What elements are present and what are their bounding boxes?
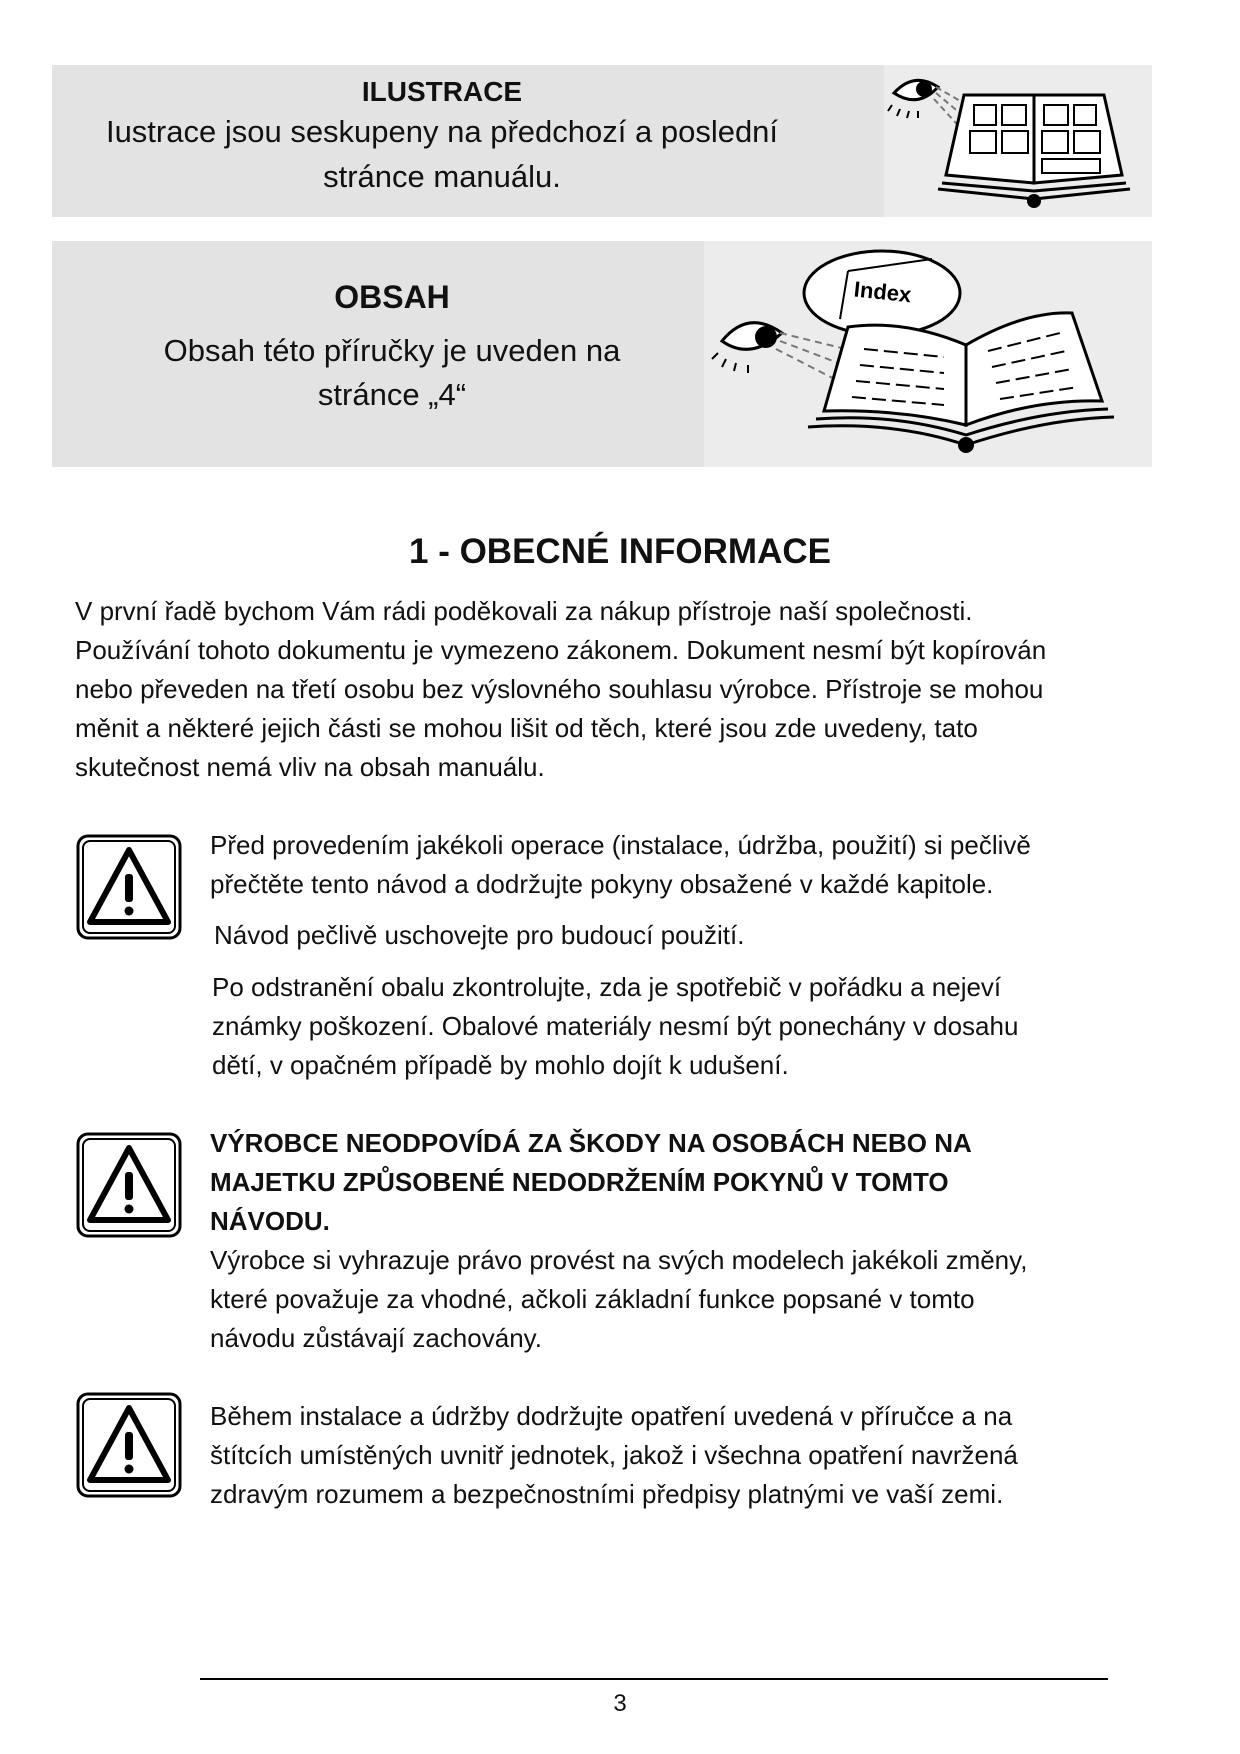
index-label: Index bbox=[852, 276, 913, 308]
warning-1-paragraph-2: Návod pečlivě uschovejte pro budoucí použití. bbox=[214, 920, 745, 950]
illustrations-title: ILUSTRACE bbox=[361, 76, 523, 107]
warning-line: dětí, v opačném případě by mohlo dojít k udušení. bbox=[212, 1050, 789, 1080]
illustrations-text bbox=[92, 75, 792, 199]
warning-line: zdravým rozumem a bezpečnostními předpisy platnými ve vaší zemi. bbox=[210, 1479, 1004, 1509]
section-title: 1 - OBECNÉ INFORMACE bbox=[409, 532, 831, 571]
warning-line: Po odstranění obalu zkontrolujte, zda je spotřebič v pořádku a nejeví bbox=[212, 972, 1002, 1002]
book-eye-icon bbox=[884, 65, 1152, 217]
index-book-illustration bbox=[704, 241, 1152, 467]
intro-line: nebo převeden na třetí osobu bez výslovného souhlasu výrobce. Přístroje se mohou bbox=[75, 674, 1044, 704]
intro-paragraph bbox=[75, 592, 1185, 787]
warning-line: známky poškození. Obalové materiály nesmí být ponechány v dosahu bbox=[212, 1011, 1019, 1041]
intro-line: V první řadě bychom Vám rádi poděkovali za nákup přístroje naší společnosti. bbox=[75, 596, 973, 626]
illustrations-box bbox=[52, 65, 1152, 217]
contents-box bbox=[52, 241, 1152, 467]
warning-1-paragraph-1 bbox=[210, 826, 1170, 904]
warning-line: NÁVODU. bbox=[210, 1206, 330, 1236]
warning-line: Výrobce si vyhrazuje právo provést na svých modelech jakékoli změny, bbox=[210, 1245, 1028, 1275]
page-number: 3 bbox=[613, 1690, 627, 1717]
contents-body: Obsah této příručky je uveden na stránce „4“ bbox=[163, 333, 621, 412]
warning-line: MAJETKU ZPŮSOBENÉ NEDODRŽENÍM POKYNŮ V TOMTO bbox=[210, 1167, 949, 1197]
warning-2-paragraph bbox=[210, 1241, 1170, 1358]
contents-text bbox=[92, 277, 692, 417]
warning-icon bbox=[76, 834, 182, 940]
book-eye-illustration bbox=[884, 65, 1152, 217]
footer-divider bbox=[200, 1678, 1108, 1680]
warning-line: Před provedením jakékoli operace (instalace, údržba, použití) si pečlivě bbox=[210, 830, 1031, 860]
warning-3-paragraph bbox=[210, 1397, 1170, 1514]
intro-line: měnit a některé jejich části se mohou lišit od těch, které jsou zde uvedeny, tato bbox=[75, 713, 978, 743]
warning-icon bbox=[76, 1392, 182, 1498]
intro-line: Používání tohoto dokumentu je vymezeno zákonem. Dokument nesmí být kopírován bbox=[75, 635, 1047, 665]
warning-1-paragraph-3 bbox=[212, 968, 1172, 1085]
warning-line: které považuje za vhodné, ačkoli základní funkce popsané v tomto bbox=[210, 1284, 975, 1314]
intro-line: skutečnost nemá vliv na obsah manuálu. bbox=[75, 752, 545, 782]
contents-title: OBSAH bbox=[334, 279, 450, 315]
warning-line: přečtěte tento návod a dodržujte pokyny obsažené v každé kapitole. bbox=[210, 869, 994, 899]
warning-2-disclaimer bbox=[210, 1124, 1170, 1241]
warning-icon bbox=[76, 1132, 182, 1238]
warning-line: VÝROBCE NEODPOVÍDÁ ZA ŠKODY NA OSOBÁCH NEBO NA bbox=[210, 1128, 972, 1158]
warning-line: štítcích umístěných uvnitř jednotek, jakož i všechna opatření navržená bbox=[210, 1440, 1018, 1470]
index-book-icon bbox=[704, 241, 1152, 467]
warning-line: návodu zůstávají zachovány. bbox=[210, 1323, 542, 1353]
warning-line: Během instalace a údržby dodržujte opatření uvedená v příručce a na bbox=[210, 1401, 1013, 1431]
illustrations-body: Iustrace jsou seskupeny na předchozí a poslední stránce manuálu. bbox=[105, 114, 779, 194]
